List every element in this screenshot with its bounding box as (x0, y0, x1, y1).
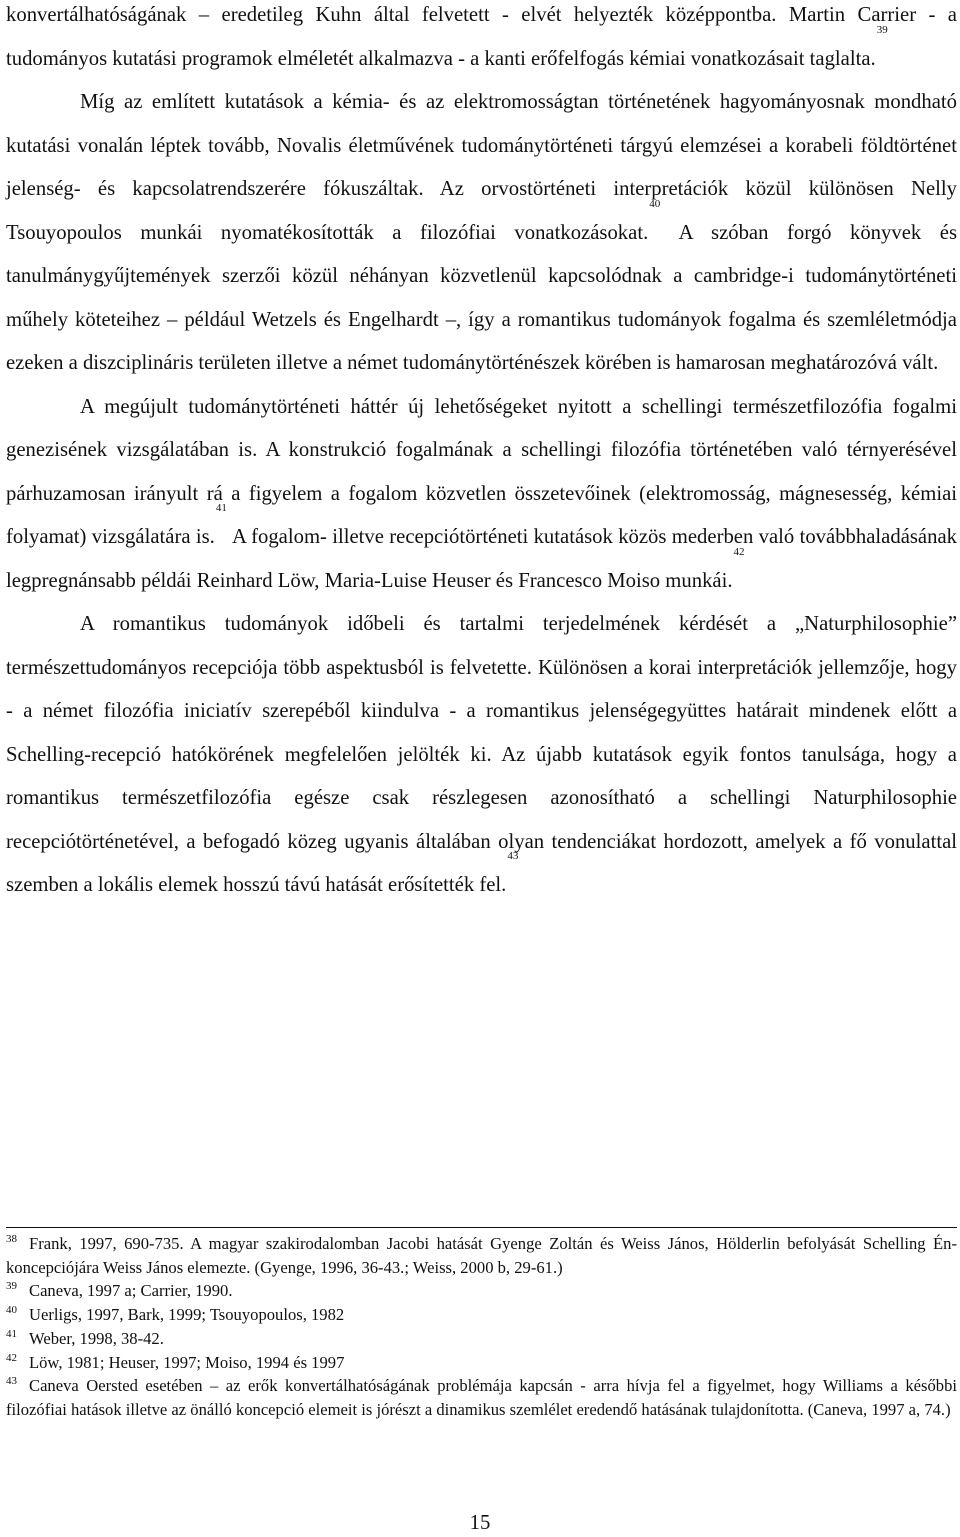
footnote-38 (6, 1232, 957, 1279)
footnote-ref-42[interactable]: 42 (733, 545, 745, 558)
footnote-text: Löw, 1981; Heuser, 1997; Moiso, 1994 és 1997 (29, 1352, 345, 1372)
footnote-text: Uerligs, 1997, Bark, 1999; Tsouyopoulos, 1982 (29, 1305, 345, 1325)
footnote-number: 41 (6, 1327, 17, 1340)
footnote-41 (6, 1327, 957, 1351)
footnote-39 (6, 1279, 957, 1303)
paragraph-1-text: konvertálhatóságának – eredetileg Kuhn által felvetett - elvét helyezték középpontba. Martin Carrier - a tudományos kutatási programok elméletét alkalmazva - a kanti erőfelfogás kémiai vonatkozásait taglalta. (6, 4, 957, 70)
footnote-text: Caneva, 1997 a; Carrier, 1990. (29, 1281, 233, 1301)
paragraph-2 (6, 81, 957, 386)
footnote-ref-41[interactable]: 41 (215, 502, 227, 514)
footnotes-section (6, 1227, 957, 1422)
footnote-number: 43 (6, 1375, 17, 1388)
footnote-43 (6, 1374, 957, 1421)
footnote-number: 40 (6, 1304, 17, 1317)
paragraph-1 (6, 0, 957, 81)
paragraph-2-text-b: A szóban forgó könyvek és tanulmánygyűjtemények szerzői közül néhányan közvetlenül kapcsolódnak a cambridge-i tudománytörténeti műhely köteteihez – például Wetzels és Engelhardt –, így a romantikus tudományok fogalma és szemléletmódja ezeken a diszciplináris területen illetve a német tudománytörténészek körében is hamarosan meghatározóvá vált. (6, 221, 958, 374)
footnote-ref-39[interactable]: 39 (876, 23, 888, 36)
page-number: 15 (469, 1512, 491, 1534)
paragraph-2-text-a: Míg az említett kutatások a kémia- és az elektromosságtan történetének hagyományosnak mondható kutatási vonalán léptek tovább, Novalis életművének tudománytörténeti tárgyú elemzései a korabeli földtörténet jelenség- és kapcsolatrendszerére fókuszáltak. Az orvostörténeti interpretációk közül különösen Nelly Tsouyopoulos munkái nyomatékosították a filozófiai vonatkozásokat. (6, 91, 957, 244)
footnote-ref-40[interactable]: 40 (649, 197, 661, 210)
footnote-number: 39 (6, 1280, 17, 1293)
paragraph-3-text-a: A megújult tudománytörténeti háttér új lehetőségeket nyitott a schellingi természetfilozófia fogalmi genezisének vizsgálatában is. A konstrukció fogalmának a schellingi filozófia történetében való térnyerésével párhuzamosan irányult rá a figyelem a fogalom közvetlen összetevőinek (elektromosság, mágnesesség, kémiai folyamat) vizsgálatára is. (6, 395, 957, 548)
footnote-text: Weber, 1998, 38-42. (29, 1328, 164, 1348)
footnote-text: Frank, 1997, 690-735. A magyar szakirodalomban Jacobi hatását Gyenge Zoltán és Weiss János, Hölderlin befolyását Schelling Én-koncepciójára Weiss János elemezte. (Gyenge, 1996, 36-43.; Weiss, 2000 b, 29-61.) (6, 1234, 957, 1277)
paragraph-3-text-b: A fogalom- illetve recepciótörténeti kutatások közös mederben való továbbhaladásának legpregnánsabb példái Reinhard Löw, Maria-Luise Heuser és Francesco Moiso munkái. (6, 526, 957, 592)
footnote-number: 38 (6, 1233, 17, 1245)
footnote-text: Caneva Oersted esetében – az erők konvertálhatóságának problémája kapcsán - arra hívja fel a figyelmet, hogy Williams a későbbi filozófiai hatások illetve az önálló koncepció elemeit is jórészt a dinamikus szemlélet eredendő hatásának tulajdonította. (Caneva, 1997 a, 74.) (6, 1376, 957, 1419)
paragraph-4-text: A romantikus tudományok időbeli és tartalmi terjedelmének kérdését a „Naturphilosophie” természettudományos recepciója több aspektusból is felvetette. Különösen a korai interpretációk jellemzője, hogy - a német filozófia iniciatív szerepéből kiindulva - a romantikus jelenségegyüttes határait mindenek előtt a Schelling-recepció hatókörének megfelelően jelölték ki. Az újabb kutatások egyik fontos tanulsága, hogy a romantikus természetfilozófia egésze csak részlegesen azonosítható a schellingi Naturphilosophie recepciótörténetével, a befogadó közeg ugyanis általában olyan tendenciákat hordozott, amelyek a fő vonulattal szemben a lokális elemek hosszú távú hatását erősítették fel. (6, 613, 957, 896)
footnote-40 (6, 1303, 957, 1327)
footnote-ref-43[interactable]: 43 (507, 850, 519, 862)
paragraph-3 (6, 386, 957, 604)
footnote-42 (6, 1351, 957, 1375)
footnote-divider (6, 1227, 957, 1228)
paragraph-4 (6, 603, 957, 908)
main-text (6, 0, 957, 908)
footnote-number: 42 (6, 1351, 17, 1364)
